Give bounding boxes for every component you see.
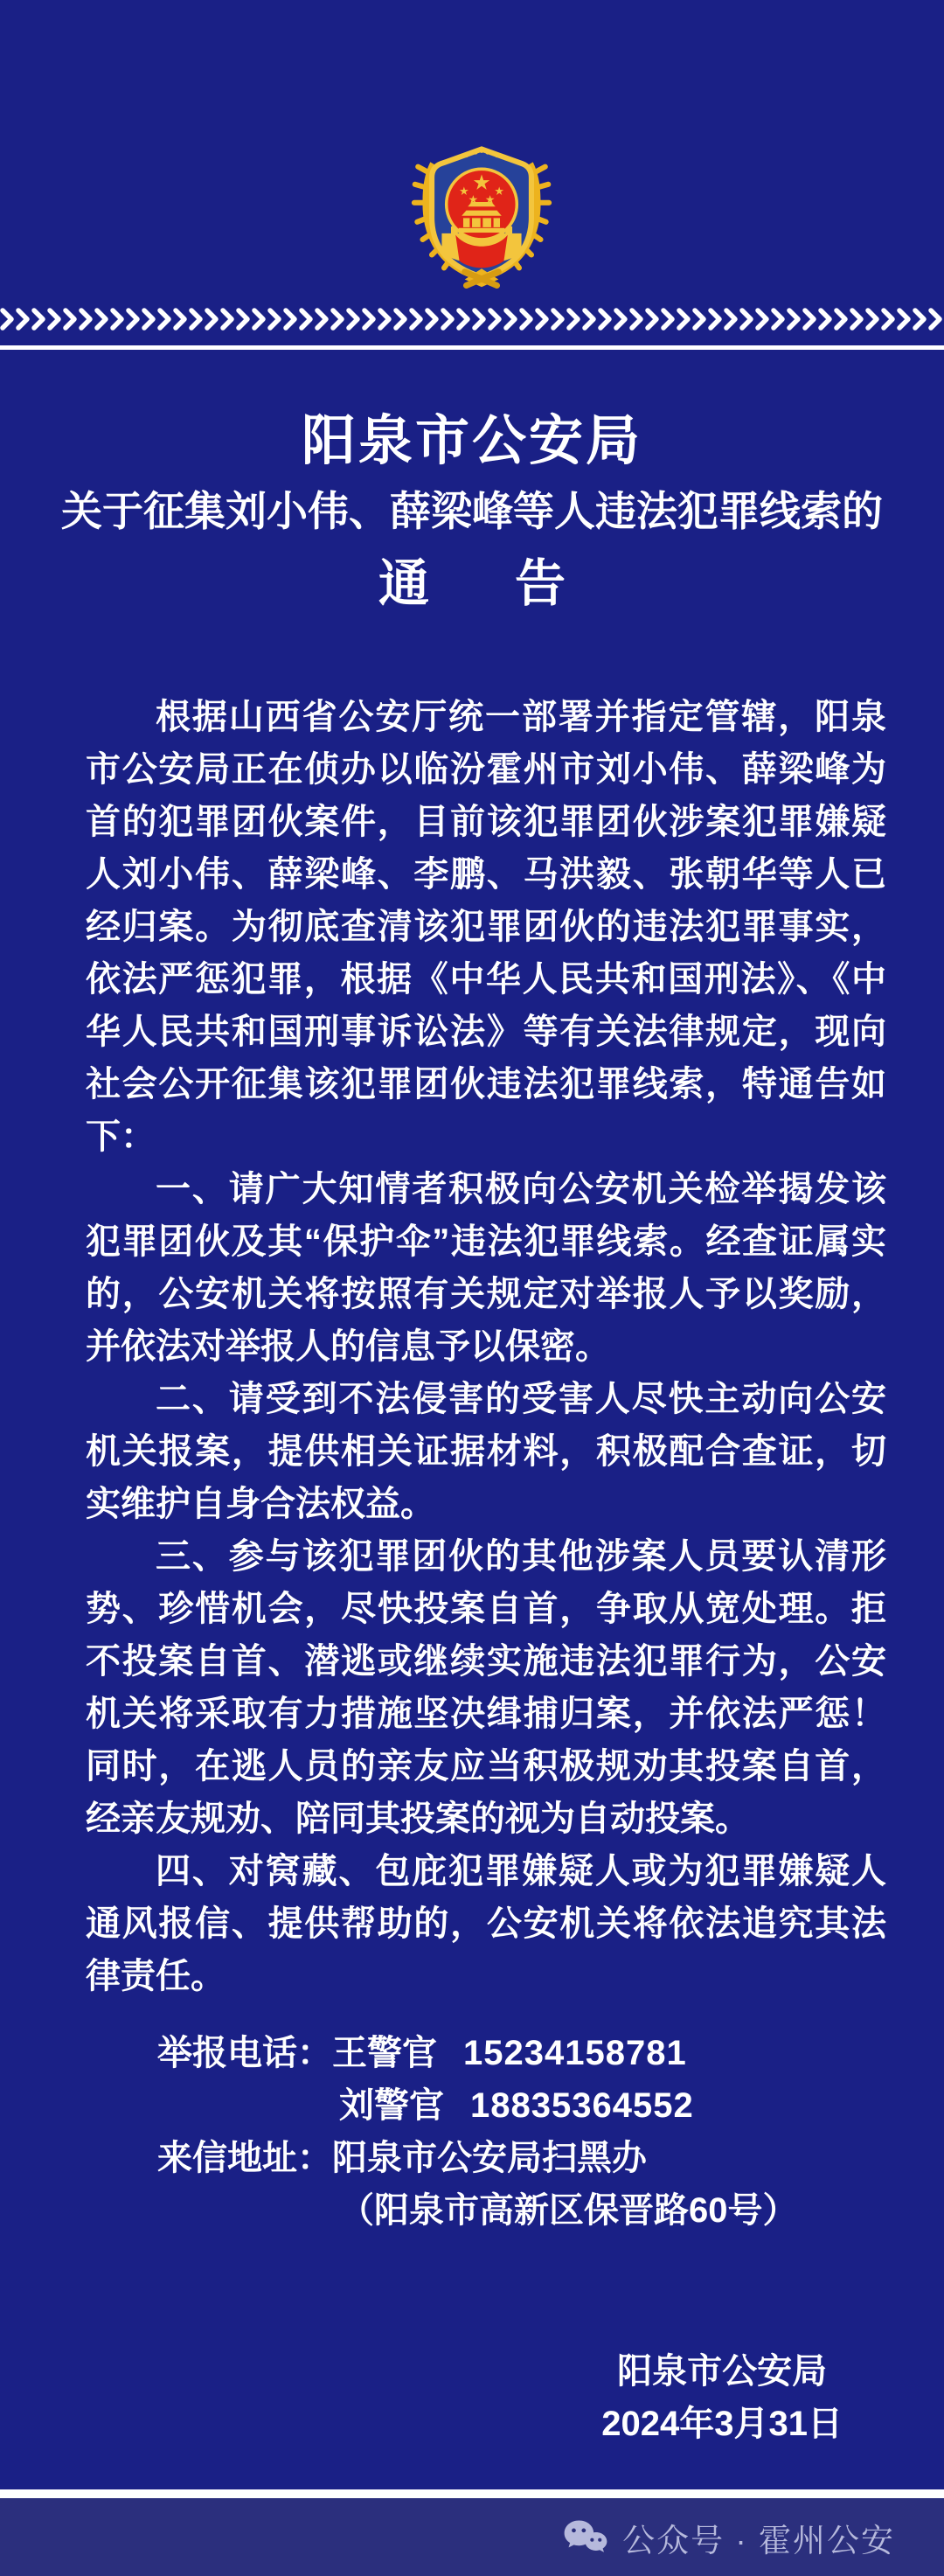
address-label: 来信地址： [157,2139,332,2177]
officer-phone-1: 15234158781 [463,2034,687,2072]
chevron-band [0,308,944,331]
paragraph-item-2: 二、请受到不法侵害的受害人尽快主动向公安机关报案，提供相关证据材料，积极配合查证，切实维护自身合法权益。 [86,1380,886,1523]
address-value: 阳泉市公安局扫黑办 [332,2139,647,2177]
paragraph-item-4: 四、对窝藏、包庇犯罪嫌疑人或为犯罪嫌疑人通风报信、提供帮助的，公安机关将依法追究其法律责任。 [86,1852,886,1995]
police-badge-icon [405,128,559,289]
page-title-org: 阳泉市公安局 [301,411,642,471]
contact-block [157,2027,874,2237]
notice-body [86,691,886,2002]
address-detail: （阳泉市高新区保晋路60号） [339,2191,798,2230]
officer-name-2: 刘警官 [339,2086,444,2125]
paragraph-item-1: 一、请广大知情者积极向公安机关检举揭发该犯罪团伙及其“保护伞”违法犯罪线索。经查证属实的，公安机关将按照有关规定对举报人予以奖励，并依法对举报人的信息予以保密。 [86,1170,886,1366]
signature-date: 2024年3月31日 [601,2405,843,2443]
paragraph-item-3: 三、参与该犯罪团伙的其他涉案人员要认清形势、珍惜机会，尽快投案自首，争取从宽处理。拒不投案自首、潜逃或继续实施违法犯罪行为，公安机关将采取有力措施坚决缉捕归案，并依法严惩！同时，在逃人员的亲友应当积极规劝其投案自首，经亲友规劝、陪同其投案的视为自动投案。 [86,1537,886,1838]
mail-address-line-2 [157,2184,874,2237]
footer-bar [0,2498,944,2576]
officer-name-1: 王警官 [332,2034,437,2072]
page-title-subject: 关于征集刘小伟、薛梁峰等人违法犯罪线索的 [61,488,883,534]
paragraph-intro: 根据山西省公安厅统一部署并指定管辖，阳泉市公安局正在侦办以临汾霍州市刘小伟、薛梁峰为首的犯罪团伙案件，目前该犯罪团伙涉案犯罪嫌疑人刘小伟、薛梁峰、李鹏、马洪毅、张朝华等人已经归案。为彻底查清该犯罪团伙的违法犯罪事实，依法严惩犯罪，根据《中华人民共和国刑法》、《中华人民共和国刑事诉讼法》等有关法律规定，现向社会公开征集该犯罪团伙违法犯罪线索，特通告如下： [86,698,886,1156]
wechat-account-text: 公众号 · 霍州公安 [622,2522,895,2559]
divider-line [0,345,944,350]
phone-label: 举报电话： [157,2034,332,2072]
report-phone-line-1 [157,2027,874,2079]
notice-char-left: 通 [378,555,429,612]
officer-phone-2: 18835364552 [470,2086,694,2125]
wechat-icon [563,2517,608,2558]
page-title-notice [0,556,944,612]
separator-band [0,2489,944,2498]
mail-address-line-1 [157,2132,874,2184]
report-phone-line-2 [157,2079,874,2132]
signature-org: 阳泉市公安局 [617,2352,828,2391]
notice-char-right: 告 [515,555,566,612]
signature-block [601,2345,843,2450]
